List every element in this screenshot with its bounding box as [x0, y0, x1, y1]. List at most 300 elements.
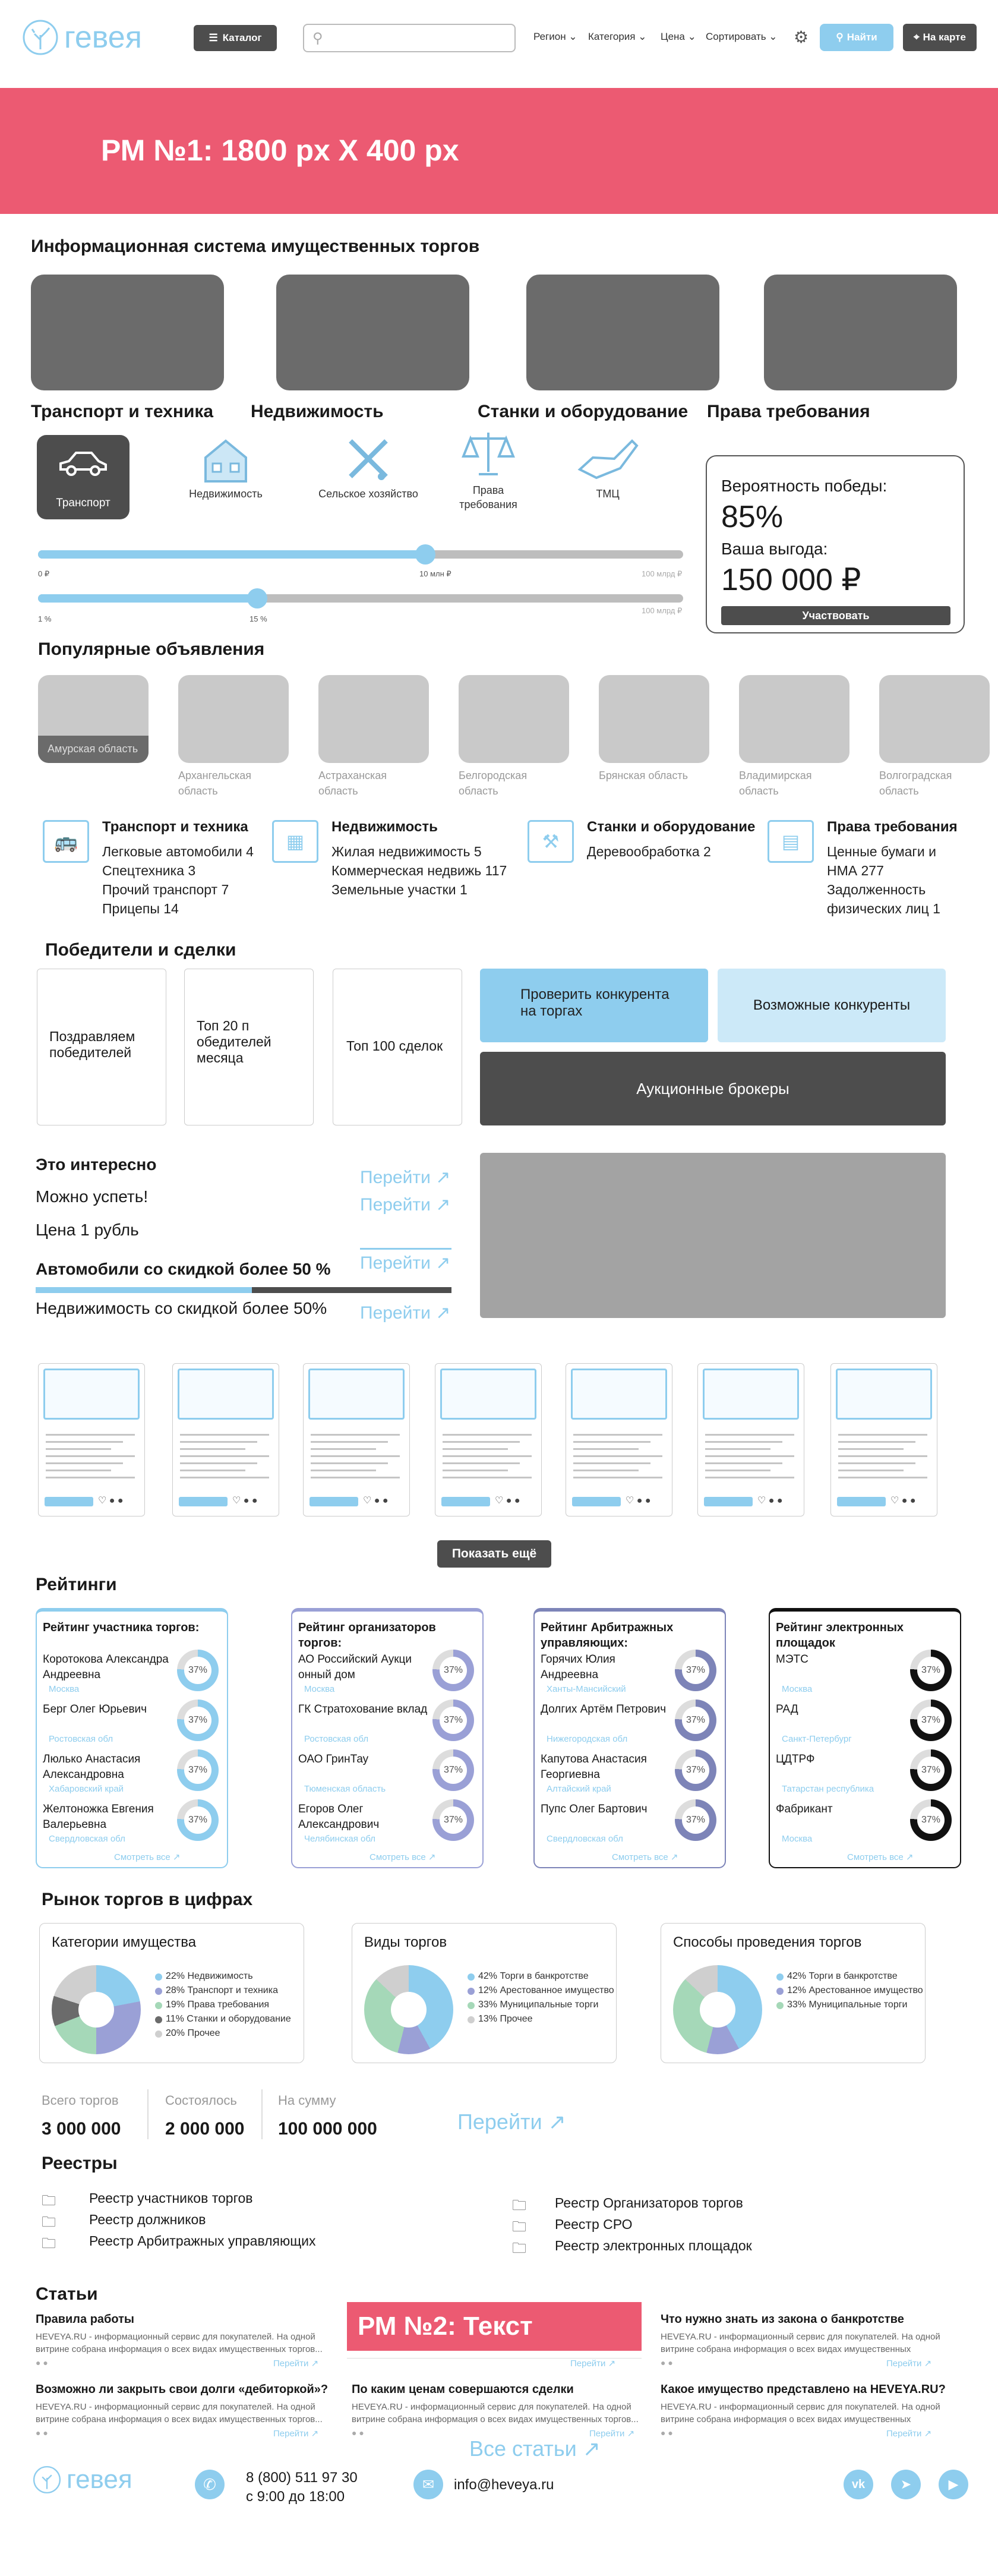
category-list-item[interactable]: Легковые автомобили 4 — [102, 844, 254, 859]
rating-pct: 37% — [440, 1707, 467, 1734]
article-text: HEVEYA.RU - информационный сервис для покупателей. На одной витрине собрана информация о всех видах имущественных — [661, 2402, 940, 2424]
youtube-icon[interactable]: ▶ — [939, 2470, 968, 2499]
rating-location: Татарстан республика — [782, 1784, 874, 1794]
rating-name[interactable]: Пупс Олег Бартович — [541, 1803, 648, 1815]
text-line — [180, 1434, 269, 1436]
rating-box — [291, 1608, 484, 1868]
check-competitor-button[interactable] — [480, 969, 708, 1042]
category-list-item[interactable]: НМА 277 — [827, 863, 884, 878]
benefit-label: Ваша выгода: — [721, 540, 828, 558]
interest-item[interactable]: Автомобили со скидкой более 50 % — [36, 1260, 331, 1278]
legend-label: 11% Станки и оборудование — [166, 2014, 291, 2024]
legend-swatch — [468, 2016, 475, 2023]
category-list-item[interactable]: Прицепы 14 — [102, 901, 179, 916]
legend-label: 33% Муниципальные торги — [787, 2000, 908, 2010]
price-dropdown[interactable]: Цена ⌄ — [661, 31, 696, 42]
lot-button[interactable] — [309, 1497, 358, 1506]
rating-name[interactable]: Фабрикант — [776, 1803, 833, 1815]
rating-name[interactable]: Горячих Юлия Андреевна — [541, 1653, 615, 1681]
region-label: Брянская область — [599, 770, 688, 781]
category-card-2[interactable] — [276, 275, 469, 390]
rating-donut — [675, 1700, 716, 1741]
lot-image — [703, 1369, 799, 1420]
lot-card[interactable] — [566, 1363, 672, 1516]
lot-image — [178, 1369, 274, 1420]
lot-button[interactable] — [704, 1497, 753, 1506]
rating-location: Москва — [782, 1684, 813, 1694]
rating-pct: 37% — [184, 1806, 211, 1834]
interest-image[interactable] — [480, 1153, 946, 1318]
text-line — [180, 1462, 257, 1464]
register-link[interactable]: Реестр должников — [89, 2212, 206, 2227]
benefit-value: 150 000 ₽ — [721, 563, 861, 597]
rating-pct: 37% — [440, 1657, 467, 1684]
text-line — [573, 1434, 662, 1436]
ratings-title: Рейтинги — [36, 1575, 117, 1594]
lot-image — [308, 1369, 405, 1420]
region-label: Астраханская область — [318, 770, 387, 797]
find-button[interactable]: ⚲ Найти — [820, 24, 893, 51]
text-line — [573, 1462, 650, 1464]
rating-name[interactable]: ГК Стратохование вклад — [298, 1703, 428, 1716]
register-link[interactable]: Реестр участников торгов — [89, 2190, 253, 2206]
rating-location: Москва — [49, 1684, 80, 1694]
footer-email[interactable]: info@heveya.ru — [454, 2477, 554, 2493]
slider-handle[interactable] — [415, 544, 435, 565]
banner-1[interactable] — [0, 88, 998, 214]
big-category-label[interactable]: Права требования — [707, 402, 870, 421]
folder-icon: 🗀 — [512, 2240, 526, 2256]
legend-label: 22% Недвижимость — [166, 1971, 253, 1981]
text-line — [705, 1462, 782, 1464]
winners-title: Победители и сделки — [45, 940, 236, 960]
market-box-title: Виды торгов — [364, 1934, 447, 1950]
percent-slider[interactable] — [38, 594, 683, 603]
text-line — [311, 1448, 376, 1450]
legend-swatch — [468, 2002, 475, 2009]
go-link[interactable]: Перейти ↗ — [360, 1168, 451, 1187]
rating-donut — [177, 1749, 219, 1791]
text-line — [705, 1448, 770, 1450]
text-line — [443, 1448, 508, 1450]
rating-name[interactable]: Долгих Артём Петрович — [541, 1703, 667, 1716]
text-line — [180, 1470, 245, 1471]
category-list-title[interactable]: Права требования — [827, 819, 958, 835]
house-icon — [196, 434, 255, 485]
banner-1-text: РМ №1: 1800 px X 400 px — [101, 134, 459, 167]
category-dropdown[interactable]: Категория ⌄ — [588, 31, 647, 42]
text-line — [180, 1441, 257, 1443]
article-meta-icons: ● ● — [352, 2428, 364, 2438]
legend-swatch — [776, 1973, 784, 1981]
sort-dropdown[interactable]: Сортировать ⌄ — [706, 31, 778, 42]
category-list-item[interactable]: Жилая недвижимость 5 — [331, 844, 482, 859]
text-line — [46, 1477, 135, 1478]
lot-actions-icon[interactable]: ♡ ● ● — [626, 1496, 651, 1506]
brokers-button[interactable]: Аукционные брокеры — [480, 1052, 946, 1125]
text-line — [180, 1455, 269, 1457]
text-line — [573, 1477, 662, 1478]
slider-handle[interactable] — [247, 588, 267, 608]
text-line — [705, 1434, 794, 1436]
rating-name[interactable]: Коротокова Александра Андреевна — [43, 1653, 169, 1681]
article-title[interactable]: Возможно ли закрыть свои долги «дебиторкой»? — [36, 2383, 329, 2396]
text-line — [46, 1434, 135, 1436]
banner-2[interactable] — [347, 2302, 642, 2351]
big-category-label[interactable]: Станки и оборудование — [478, 402, 689, 421]
text-line — [180, 1477, 269, 1478]
bus-icon: 🚌 — [43, 820, 89, 863]
category-card-4[interactable] — [764, 275, 957, 390]
vk-icon[interactable]: vk — [844, 2470, 873, 2499]
search-input[interactable] — [303, 24, 516, 52]
region-card[interactable] — [739, 675, 849, 763]
rating-donut — [910, 1700, 952, 1741]
lot-actions-icon[interactable]: ♡ ● ● — [757, 1496, 783, 1506]
card-text: Поздравляем победителей — [49, 1029, 135, 1060]
text-line — [705, 1455, 794, 1457]
divider — [261, 2089, 263, 2139]
tab-label: ТМЦ — [596, 488, 620, 500]
article-title[interactable]: Правила работы — [36, 2313, 134, 2326]
lot-actions-icon[interactable]: ♡ ● ● — [232, 1496, 258, 1506]
market-title: Рынок торгов в цифрах — [42, 1890, 253, 1909]
go-link[interactable]: Перейти ↗ — [360, 1303, 451, 1323]
legend-label: 12% Арестованное имущество — [478, 1985, 614, 1995]
market-box-title: Категории имущества — [52, 1934, 197, 1950]
donut-hole — [700, 1992, 735, 2028]
rating-location: Ростовская обл — [304, 1734, 369, 1744]
rating-location: Алтайский край — [547, 1784, 611, 1794]
article-text: HEVEYA.RU - информационный сервис для покупателей. На одной витрине собрана информация о всех видах имущественных торгов... — [36, 2332, 323, 2354]
scales-icon — [459, 427, 518, 480]
price-slider[interactable] — [38, 550, 683, 559]
logo[interactable] — [21, 17, 182, 58]
text-line — [838, 1441, 915, 1443]
category-list-item[interactable]: Задолженность — [827, 882, 926, 897]
tab-label: Сельское хозяйство — [318, 488, 418, 500]
lot-image — [836, 1369, 932, 1420]
legend-label: 12% Арестованное имущество — [787, 1985, 923, 1995]
rating-title: Рейтинг организаторов торгов: — [298, 1621, 436, 1650]
category-list-item[interactable]: физических лиц 1 — [827, 901, 940, 916]
tab-agriculture[interactable] — [315, 434, 422, 523]
article-go-link[interactable]: Перейти ↗ — [273, 2359, 319, 2369]
rating-location: Свердловская обл — [547, 1834, 623, 1844]
lot-button[interactable] — [837, 1497, 886, 1506]
rating-title: Рейтинг электронных площадок — [776, 1621, 904, 1650]
text-line — [46, 1441, 123, 1443]
register-link[interactable]: Реестр Арбитражных управляющих — [89, 2233, 316, 2249]
category-list-title[interactable]: Недвижимость — [331, 819, 438, 835]
lot-actions-icon[interactable]: ♡ ● ● — [98, 1496, 124, 1506]
rating-donut — [910, 1749, 952, 1791]
rating-donut — [432, 1749, 474, 1791]
rating-name[interactable]: Егоров Олег Александрович — [298, 1803, 380, 1831]
text-line — [838, 1470, 904, 1471]
article-text: HEVEYA.RU - информационный сервис для покупателей. На одной витрине собрана информация о всех видах имущественных торгов... — [36, 2402, 323, 2424]
big-category-label[interactable]: Транспорт и техника — [31, 402, 214, 421]
slider-min: 0 ₽ — [38, 569, 50, 578]
region-card[interactable] — [459, 675, 569, 763]
interest-item[interactable]: Недвижимость со скидкой более 50% — [36, 1299, 327, 1317]
region-card[interactable] — [38, 675, 149, 763]
rating-name[interactable]: ЦДТРФ — [776, 1753, 815, 1765]
text-line — [443, 1470, 508, 1471]
lot-actions-icon[interactable]: ♡ ● ● — [495, 1496, 520, 1506]
rating-box — [769, 1608, 961, 1868]
catalog-button[interactable]: ☰ Каталог — [194, 25, 277, 51]
market-donut — [52, 1965, 141, 2054]
interest-item[interactable]: Цена 1 рубль — [36, 1221, 139, 1239]
lot-image — [571, 1369, 667, 1420]
legend-label: 42% Торги в банкротстве — [787, 1971, 898, 1981]
legend-swatch — [155, 1973, 162, 1981]
document-icon: ▤ — [768, 820, 814, 863]
lot-button[interactable] — [441, 1497, 490, 1506]
top100-card[interactable] — [333, 969, 462, 1125]
legend-label: 20% Прочее — [166, 2028, 220, 2038]
rating-donut — [432, 1799, 474, 1841]
lot-card[interactable] — [435, 1363, 542, 1516]
lot-image — [440, 1369, 536, 1420]
text-line — [46, 1455, 135, 1457]
lot-button[interactable] — [179, 1497, 228, 1506]
rating-location: Ханты-Мансийский — [547, 1684, 626, 1694]
lot-actions-icon[interactable]: ♡ ● ● — [890, 1496, 916, 1506]
tab-realty[interactable] — [178, 434, 273, 523]
legend-label: 13% Прочее — [478, 2014, 533, 2024]
congrats-card[interactable] — [37, 969, 166, 1125]
rating-location: Тюменская область — [304, 1784, 386, 1794]
go-link[interactable]: Перейти ↗ — [360, 1253, 451, 1273]
rating-pct: 37% — [682, 1657, 709, 1684]
category-list-item[interactable]: Земельные участки 1 — [331, 882, 468, 897]
article-title[interactable]: Что нужно знать из закона о банкротстве — [661, 2313, 904, 2326]
tab-label: Права требования — [459, 484, 517, 510]
see-all-link[interactable]: Смотреть все ↗ — [114, 1852, 181, 1862]
go-link[interactable]: Перейти ↗ — [360, 1195, 451, 1215]
building-icon: ▦ — [272, 820, 318, 863]
rating-title: Рейтинг Арбитражных управляющих: — [541, 1621, 674, 1650]
tab-label: Транспорт — [56, 497, 110, 509]
logo-text: гевея — [67, 2465, 132, 2494]
text-line — [443, 1434, 532, 1436]
totals-value: 2 000 000 — [165, 2119, 245, 2139]
rating-name[interactable]: Берг Олег Юрьевич — [43, 1703, 147, 1716]
interest-item[interactable]: Можно успеть! — [36, 1187, 149, 1206]
text-line — [311, 1434, 400, 1436]
all-articles-link[interactable]: Все статьи ↗ — [469, 2436, 601, 2461]
market-donut — [364, 1965, 453, 2054]
text-line — [311, 1441, 388, 1443]
rating-donut — [910, 1650, 952, 1691]
legend-swatch — [155, 2016, 162, 2023]
rating-pct: 37% — [440, 1757, 467, 1784]
big-category-label[interactable]: Недвижимость — [251, 402, 384, 421]
rating-name[interactable]: РАД — [776, 1703, 798, 1716]
tab-claims[interactable] — [447, 427, 530, 528]
tab-tmc[interactable] — [563, 434, 652, 523]
category-card-3[interactable] — [526, 275, 719, 390]
lot-card[interactable] — [303, 1363, 410, 1516]
telegram-icon[interactable]: ➤ — [891, 2470, 921, 2499]
folder-icon: 🗀 — [512, 2219, 526, 2235]
text-line — [443, 1462, 520, 1464]
article-go-link[interactable]: Перейти ↗ — [886, 2429, 932, 2439]
lot-image — [43, 1369, 140, 1420]
map-button[interactable]: ⌖ На карте — [903, 24, 977, 51]
article-go-link[interactable]: Перейти ↗ — [570, 2359, 616, 2369]
rating-donut — [432, 1700, 474, 1741]
text-line — [573, 1470, 639, 1471]
rating-name[interactable]: ОАО ГринТау — [298, 1753, 369, 1765]
rating-location: Нижегородская обл — [547, 1734, 628, 1744]
rating-pct: 37% — [917, 1657, 945, 1684]
top20-card[interactable] — [184, 969, 314, 1125]
article-title[interactable]: По каким ценам совершаются сделки — [352, 2383, 574, 2396]
see-all-link[interactable]: Смотреть все ↗ — [369, 1852, 436, 1862]
region-card[interactable] — [599, 675, 709, 763]
article-text: HEVEYA.RU - информационный сервис для покупателей. На одной витрине собрана информация о всех видах имущественных торгов... — [352, 2402, 639, 2424]
legend-label: 42% Торги в банкротстве — [478, 1971, 589, 1981]
participate-button[interactable]: Участвовать — [721, 606, 950, 625]
rating-name[interactable]: АО Российский Аукци онный дом — [298, 1653, 412, 1681]
rating-location: Хабаровский край — [49, 1784, 124, 1794]
footer-phone[interactable]: 8 (800) 511 97 30 — [246, 2470, 358, 2486]
rating-pct: 37% — [682, 1757, 709, 1784]
legend-label: 33% Муниципальные торги — [478, 2000, 599, 2010]
tools-icon — [339, 434, 398, 485]
footer-hours: с 9:00 до 18:00 — [246, 2489, 345, 2505]
rating-donut — [177, 1799, 219, 1841]
rating-donut — [177, 1650, 219, 1691]
rating-donut — [177, 1700, 219, 1741]
show-more-button[interactable]: Показать ещё — [437, 1540, 551, 1568]
possible-competitors-button[interactable]: Возможные конкуренты — [718, 969, 946, 1042]
category-list-item[interactable]: Ценные бумаги и — [827, 844, 936, 859]
text-line — [311, 1455, 400, 1457]
rating-name[interactable]: МЭТС — [776, 1653, 808, 1666]
phone-icon[interactable]: ✆ — [195, 2470, 225, 2499]
rating-name[interactable]: Люлько Анастасия Александровна — [43, 1753, 141, 1781]
rating-title: Рейтинг участника торгов: — [43, 1621, 200, 1634]
market-box — [352, 1923, 617, 2063]
market-box-title: Способы проведения торгов — [673, 1934, 862, 1950]
rating-donut — [910, 1799, 952, 1841]
region-label: Волгоградская область — [879, 770, 952, 797]
totals-value: 100 000 000 — [278, 2119, 377, 2139]
register-link[interactable]: Реестр Организаторов торгов — [555, 2195, 743, 2211]
article-meta-icons: ● ● — [36, 2358, 48, 2367]
text-line — [838, 1448, 904, 1450]
legend-swatch — [468, 1973, 475, 1981]
region-card[interactable] — [178, 675, 289, 763]
legend-swatch — [468, 1988, 475, 1995]
register-link[interactable]: Реестр электронных площадок — [555, 2238, 752, 2253]
article-meta-icons: ● ● — [661, 2428, 673, 2438]
legend-swatch — [155, 1988, 162, 1995]
rating-pct: 37% — [682, 1806, 709, 1834]
see-all-link[interactable]: Смотреть все ↗ — [847, 1852, 914, 1862]
article-go-link[interactable]: Перейти ↗ — [589, 2429, 635, 2439]
filter-icon[interactable]: ⚙ — [794, 28, 809, 46]
prob-label: Вероятность победы: — [721, 477, 888, 495]
text-line — [46, 1470, 111, 1471]
totals-value: 3 000 000 — [42, 2119, 121, 2139]
text-line — [838, 1455, 927, 1457]
category-list-title[interactable]: Транспорт и техника — [102, 819, 248, 835]
divider — [147, 2089, 149, 2139]
articles-title: Статьи — [36, 2284, 98, 2304]
text-line — [705, 1470, 770, 1471]
rating-name[interactable]: Желтоножка Евгения Валерьевна — [43, 1803, 154, 1831]
rating-location: Санкт-Петербург — [782, 1734, 852, 1744]
category-list-item[interactable]: Спецтехника 3 — [102, 863, 196, 878]
legend-swatch — [155, 2030, 162, 2038]
article-go-link[interactable]: Перейти ↗ — [273, 2429, 319, 2439]
region-label: Архангельская область — [178, 770, 252, 797]
tab-transport[interactable] — [37, 435, 130, 519]
region-card[interactable] — [318, 675, 429, 763]
footer-logo[interactable] — [32, 2465, 132, 2495]
article-title[interactable]: Какое имущество представлено на HEVEYA.RU? — [661, 2383, 946, 2396]
prob-value: 85% — [721, 500, 784, 534]
button-text: Проверить конкурента на торгах — [520, 986, 669, 1019]
donut-hole — [78, 1992, 114, 2028]
lot-button[interactable] — [45, 1497, 93, 1506]
rating-pct: 37% — [917, 1757, 945, 1784]
logo-text: гевея — [64, 20, 142, 55]
category-list-item[interactable]: Прочий транспорт 7 — [102, 882, 229, 897]
legend-swatch — [776, 2002, 784, 2009]
text-line — [573, 1441, 650, 1443]
slider-max: 100 млрд ₽ — [642, 569, 683, 578]
rating-pct: 37% — [682, 1707, 709, 1734]
rating-donut — [675, 1650, 716, 1691]
folder-icon: 🗀 — [512, 2197, 526, 2214]
lot-card[interactable] — [830, 1363, 937, 1516]
interest-title: Это интересно — [36, 1155, 157, 1174]
lot-button[interactable] — [572, 1497, 621, 1506]
article-go-link[interactable]: Перейти ↗ — [886, 2359, 932, 2369]
lot-card[interactable] — [38, 1363, 145, 1516]
lot-card[interactable] — [172, 1363, 279, 1516]
category-list-title[interactable]: Станки и оборудование — [587, 819, 756, 835]
lot-actions-icon[interactable]: ♡ ● ● — [363, 1496, 389, 1506]
totals-go-link[interactable]: Перейти ↗ — [457, 2110, 566, 2134]
rating-name[interactable]: Капутова Анастасия Георгиевна — [541, 1753, 647, 1781]
email-icon[interactable]: ✉ — [413, 2470, 443, 2499]
region-label: Амурская область — [38, 736, 149, 763]
category-list-item[interactable]: Деревообработка 2 — [587, 844, 711, 859]
totals-label: Состоялось — [165, 2093, 237, 2108]
see-all-link[interactable]: Смотреть все ↗ — [612, 1852, 678, 1862]
rating-pct: 37% — [440, 1806, 467, 1834]
category-list-item[interactable]: Коммерческая недвижь 117 — [331, 863, 507, 878]
car-icon — [56, 442, 110, 485]
register-link[interactable]: Реестр СРО — [555, 2216, 633, 2232]
text-line — [573, 1455, 662, 1457]
region-dropdown[interactable]: Регион ⌄ — [533, 31, 577, 42]
banner-2-text: РМ №2: Текст — [358, 2312, 533, 2341]
rating-donut — [675, 1799, 716, 1841]
region-card[interactable] — [879, 675, 990, 763]
category-card-1[interactable] — [31, 275, 224, 390]
text-line — [443, 1455, 532, 1457]
region-label: Белгородская область — [459, 770, 528, 797]
lot-card[interactable] — [697, 1363, 804, 1516]
